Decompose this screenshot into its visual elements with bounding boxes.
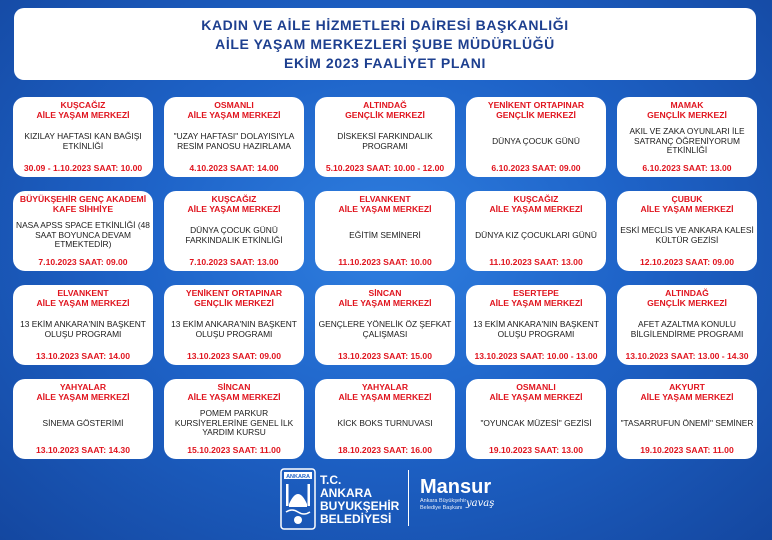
event-card xyxy=(617,97,757,177)
event-organizer: ALTINDAĞ GENÇLİK MERKEZİ xyxy=(647,288,727,308)
event-card xyxy=(466,379,606,459)
event-date: 7.10.2023 SAAT: 09.00 xyxy=(38,257,128,267)
event-date: 13.10.2023 SAAT: 14.00 xyxy=(36,351,130,361)
event-organizer: YENİKENT ORTAPINAR GENÇLİK MERKEZİ xyxy=(185,288,283,308)
event-organizer: OSMANLI AİLE YAŞAM MERKEZİ xyxy=(187,100,281,120)
mayor-brand-logo xyxy=(420,476,495,512)
ankara-emblem-logo xyxy=(280,468,316,530)
title-line-1: KADIN VE AİLE HİZMETLERİ DAİRESİ BAŞKANLIĞI xyxy=(201,16,569,33)
event-date: 5.10.2023 SAAT: 10.00 - 12.00 xyxy=(325,163,445,173)
event-description: "TASARRUFUN ÖNEMİ" SEMİNER xyxy=(620,417,754,428)
event-organizer: SİNCAN AİLE YAŞAM MERKEZİ xyxy=(187,382,281,402)
event-date: 13.10.2023 SAAT: 15.00 xyxy=(338,351,432,361)
event-card xyxy=(164,379,304,459)
event-card xyxy=(164,285,304,365)
event-date: 13.10.2023 SAAT: 13.00 - 14.30 xyxy=(625,351,749,361)
event-description: DÜNYA KIZ ÇOCUKLARI GÜNÜ xyxy=(475,229,597,240)
event-organizer: ÇUBUK AİLE YAŞAM MERKEZİ xyxy=(640,194,734,214)
event-date: 6.10.2023 SAAT: 09.00 xyxy=(491,163,581,173)
event-date: 4.10.2023 SAAT: 14.00 xyxy=(189,163,279,173)
event-description: SİNEMA GÖSTERİMİ xyxy=(42,417,124,428)
event-date: 6.10.2023 SAAT: 13.00 xyxy=(642,163,732,173)
event-organizer: ALTINDAĞ GENÇLİK MERKEZİ xyxy=(345,100,425,120)
event-date: 12.10.2023 SAAT: 09.00 xyxy=(640,257,734,267)
event-organizer: ELVANKENT AİLE YAŞAM MERKEZİ xyxy=(36,288,130,308)
event-description: KİCK BOKS TURNUVASI xyxy=(337,417,433,428)
event-description: KIZILAY HAFTASI KAN BAĞIŞI ETKİNLİĞİ xyxy=(24,130,142,151)
event-card xyxy=(315,191,455,271)
event-description: ESKİ MECLİS VE ANKARA KALESİ KÜLTÜR GEZİSİ xyxy=(620,224,754,245)
event-date: 13.10.2023 SAAT: 14.30 xyxy=(36,445,130,455)
event-card xyxy=(617,191,757,271)
mayor-brand-name: Mansur xyxy=(420,476,492,498)
event-date: 30.09 - 1.10.2023 SAAT: 10.00 xyxy=(23,163,143,173)
event-organizer: YAHYALAR AİLE YAŞAM MERKEZİ xyxy=(36,382,130,402)
event-date: 15.10.2023 SAAT: 11.00 xyxy=(187,445,281,455)
event-date: 13.10.2023 SAAT: 09.00 xyxy=(187,351,281,361)
event-organizer: YENİKENT ORTAPINAR GENÇLİK MERKEZİ xyxy=(487,100,585,120)
event-date: 18.10.2023 SAAT: 16.00 xyxy=(338,445,432,455)
event-organizer: AKYURT AİLE YAŞAM MERKEZİ xyxy=(640,382,734,402)
event-card xyxy=(315,379,455,459)
event-organizer: ESERTEPE AİLE YAŞAM MERKEZİ xyxy=(489,288,583,308)
emblem-label: ANKARA xyxy=(286,473,310,480)
event-date: 13.10.2023 SAAT: 10.00 - 13.00 xyxy=(474,351,598,361)
event-organizer: YAHYALAR AİLE YAŞAM MERKEZİ xyxy=(338,382,432,402)
event-description: DÜNYA ÇOCUK GÜNÜ xyxy=(492,135,580,146)
event-date: 19.10.2023 SAAT: 11.00 xyxy=(640,445,734,455)
event-description: "UZAY HAFTASI" DOLAYISIYLA RESİM PANOSU HAZIRLAMA xyxy=(173,130,295,151)
mayor-brand-sub-2: Belediye Başkanı xyxy=(420,505,463,511)
event-description: NASA APSS SPACE ETKİNLİĞİ (48 SAAT BOYUNCA DEVAM ETMEKTEDİR) xyxy=(16,220,150,250)
event-organizer: SİNCAN AİLE YAŞAM MERKEZİ xyxy=(338,288,432,308)
event-card xyxy=(466,97,606,177)
footer xyxy=(0,462,772,540)
event-organizer: MAMAK GENÇLİK MERKEZİ xyxy=(647,100,727,120)
event-card xyxy=(13,97,153,177)
municipality-name: T.C. ANKARA BUYUKŞEHİR BELEDİYESİ xyxy=(320,473,400,526)
event-card xyxy=(164,191,304,271)
event-description: AFET AZALTMA KONULU BİLGİLENDİRME PROGRAMI xyxy=(630,318,744,339)
title-banner xyxy=(14,8,756,80)
event-organizer: BÜYÜKŞEHİR GENÇ AKADEMİ KAFE SİHHİYE xyxy=(19,194,147,214)
event-date: 19.10.2023 SAAT: 13.00 xyxy=(489,445,583,455)
event-card xyxy=(315,285,455,365)
event-description: 13 EKİM ANKARA'NIN BAŞKENT OLUŞU PROGRAMI xyxy=(473,318,599,339)
event-description: 13 EKİM ANKARA'NIN BAŞKENT OLUŞU PROGRAMI xyxy=(171,318,297,339)
event-card xyxy=(13,379,153,459)
event-card xyxy=(617,379,757,459)
event-card xyxy=(164,97,304,177)
event-date: 11.10.2023 SAAT: 13.00 xyxy=(489,257,583,267)
event-organizer: KUŞCAĞIZ AİLE YAŞAM MERKEZİ xyxy=(187,194,281,214)
event-date: 11.10.2023 SAAT: 10.00 xyxy=(338,257,432,267)
title-line-2: AİLE YAŞAM MERKEZLERİ ŞUBE MÜDÜRLÜĞÜ xyxy=(215,35,555,52)
event-description: DÜNYA ÇOCUK GÜNÜ FARKINDALIK ETKİNLİĞİ xyxy=(185,224,283,245)
event-date: 7.10.2023 SAAT: 13.00 xyxy=(189,257,279,267)
event-card xyxy=(466,285,606,365)
event-organizer: OSMANLI AİLE YAŞAM MERKEZİ xyxy=(489,382,583,402)
event-description: AKIL VE ZAKA OYUNLARI İLE SATRANÇ ÖĞRENİYORUM ETKİNLİĞİ xyxy=(629,126,745,156)
event-description: EĞİTİM SEMİNERİ xyxy=(349,229,421,240)
event-organizer: KUŞCAĞIZ AİLE YAŞAM MERKEZİ xyxy=(36,100,130,120)
event-organizer: KUŞCAĞIZ AİLE YAŞAM MERKEZİ xyxy=(489,194,583,214)
event-card xyxy=(315,97,455,177)
event-description: GENÇLERE YÖNELİK ÖZ ŞEFKAT ÇALIŞMASI xyxy=(318,318,452,339)
event-card xyxy=(13,191,153,271)
mayor-brand-sub-1: Ankara Büyükşehir xyxy=(420,498,467,504)
event-description: 13 EKİM ANKARA'NIN BAŞKENT OLUŞU PROGRAMI xyxy=(20,318,146,339)
event-description: "OYUNCAK MÜZESİ" GEZİSİ xyxy=(480,417,592,428)
title-line-3: EKİM 2023 FAALİYET PLANI xyxy=(284,54,486,71)
event-description: POMEM PARKUR KURSİYERLERİNE GENEL İLK YARDIM KURSU xyxy=(174,408,294,438)
mayor-signature: yavaş xyxy=(466,498,495,509)
event-card xyxy=(466,191,606,271)
event-card xyxy=(13,285,153,365)
event-grid xyxy=(13,97,761,459)
event-organizer: ELVANKENT AİLE YAŞAM MERKEZİ xyxy=(338,194,432,214)
event-description: DİSKEKSİ FARKINDALIK PROGRAMI xyxy=(337,130,433,151)
divider xyxy=(408,470,409,526)
event-card xyxy=(617,285,757,365)
